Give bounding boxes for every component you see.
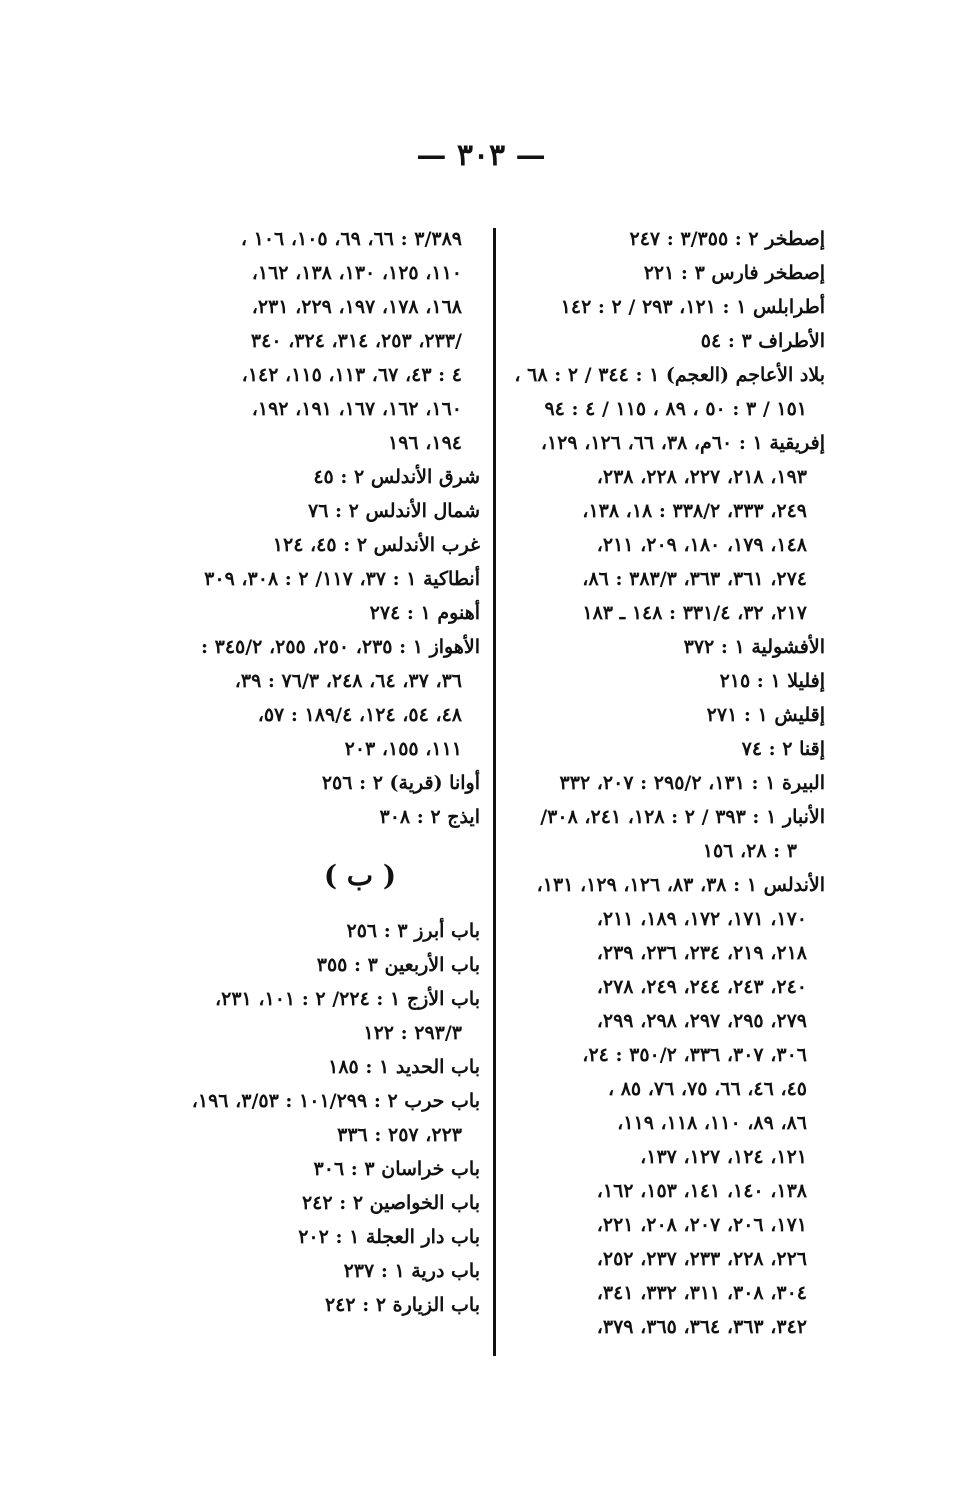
index-entry-continuation: ٢٤٩، ٣٣٣، ٣٣٨/٢ : ١٨، ١٣٨، xyxy=(582,500,807,522)
index-entry-continuation: ١٤٨، ١٧٩، ١٨٠، ٢٠٩، ٢١١، xyxy=(596,534,807,556)
index-entry-continuation: ٢٩٣/٣ : ١٢٢ xyxy=(363,1022,462,1044)
index-entry-continuation: ٢٢٣، ٢٥٧ : ٣٣٦ xyxy=(337,1124,462,1146)
index-entry: ايذج ٢ : ٣٠٨ xyxy=(379,806,480,828)
index-entry-continuation: ١١٠، ١٢٥، ١٣٠، ١٣٨، ١٦٢، xyxy=(251,262,462,284)
index-entry: الأهواز ١ : ٢٣٥، ٢٥٠، ٢٥٥، ٣٤٥/٢ : xyxy=(200,636,480,658)
index-entry-continuation: ٢١٨، ٢١٩، ٢٣٤، ٢٣٦، ٢٣٩، xyxy=(596,942,807,964)
index-entry-continuation: ٤ : ٤٣، ٦٧، ١١٣، ١١٥، ١٤٢، xyxy=(241,364,462,386)
index-entry: باب الحديد ١ : ١٨٥ xyxy=(328,1056,480,1078)
index-entry-continuation: ١٥١ / ٣ : ٥٠ ، ٨٩ ، ١١٥ / ٤ : ٩٤ xyxy=(544,398,807,420)
index-entry: شمال الأندلس ٢ : ٧٦ xyxy=(307,500,480,522)
index-entry-continuation: ٤٨، ٥٤، ١٢٤، ١٨٩/٤ : ٥٧، xyxy=(257,704,462,726)
index-entry-continuation: ١٩٤، ١٩٦ xyxy=(388,432,462,454)
index-entry: الأطراف ٣ : ٥٤ xyxy=(700,330,825,352)
index-entry: إصطخر ٢ : ٣/٣٥٥ : ٢٤٧ xyxy=(629,228,825,250)
index-entry-continuation: ٣٠٤، ٣٠٨، ٣١١، ٣٣٢، ٣٤١، xyxy=(596,1282,807,1304)
index-entry-continuation: ١٦٨، ١٧٨، ١٩٧، ٢٢٩، ٢٣١، xyxy=(251,296,462,318)
index-entry-continuation: ٣/٣٨٩ : ٦٦، ٦٩، ١٠٥، ١٠٦ ، xyxy=(240,228,462,250)
index-entry: غرب الأندلس ٢ : ٤٥، ١٢٤ xyxy=(272,534,480,556)
index-entry: باب الخواصين ٢ : ٢٤٢ xyxy=(301,1192,480,1214)
index-entry: إفريقية ١ : ٦٠م، ٣٨، ٦٦، ١٢٦، ١٢٩، xyxy=(540,432,825,454)
index-entry-continuation: ٨٦، ٨٩، ١١٠، ١١٨، ١١٩، xyxy=(617,1112,807,1134)
column-divider xyxy=(493,228,496,1356)
index-entry-continuation: ٣٠٦، ٣٠٧، ٣٣٦، ٣٥٠/٢ : ٢٤، xyxy=(582,1044,807,1066)
index-entry-continuation: ٣٦، ٣٧، ٦٤، ٢٤٨، ٧٦/٣ : ٣٩، xyxy=(234,670,462,692)
index-entry-continuation: ٣٤٢، ٣٦٣، ٣٦٤، ٣٦٥، ٣٧٩، xyxy=(596,1316,807,1338)
index-column-left xyxy=(150,222,480,1322)
index-entry: إفليلا ١ : ٢١٥ xyxy=(719,670,825,692)
index-entry: الأنبار ١ : ٣٩٣ / ٢ : ١٢٨، ٢٤١، ٣٠٨/ xyxy=(540,806,825,828)
index-entry: باب خراسان ٣ : ٣٠٦ xyxy=(313,1158,480,1180)
index-entry-continuation: ٣ : ٢٨، ١٥٦ xyxy=(702,840,797,862)
index-entry: أهنوم ١ : ٢٧٤ xyxy=(369,602,480,624)
index-entry-continuation: ١٢١، ١٢٤، ١٢٧، ١٣٧، xyxy=(640,1146,807,1168)
index-entry-continuation: ١٧١، ٢٠٦، ٢٠٧، ٢٠٨، ٢٢١، xyxy=(596,1214,807,1236)
index-entry: باب الأربعين ٣ : ٣٥٥ xyxy=(316,954,480,976)
index-entry: باب دار العجلة ١ : ٢٠٢ xyxy=(298,1226,480,1248)
index-entry: إصطخر فارس ٣ : ٢٢١ xyxy=(643,262,825,284)
index-entry: باب أبرز ٣ : ٢٥٦ xyxy=(346,920,480,942)
index-entry-continuation: ١٦٠، ١٦٢، ١٦٧، ١٩١، ١٩٢، xyxy=(251,398,462,420)
index-entry-continuation: /٢٣٣، ٢٥٣، ٣١٤، ٣٢٤، ٣٤٠ xyxy=(250,330,462,352)
index-entry-continuation: ٤٥، ٤٦، ٦٦، ٧٥، ٧٦، ٨٥ ، xyxy=(607,1078,807,1100)
index-entry: باب الزيارة ٢ : ٢٤٢ xyxy=(324,1294,480,1316)
index-entry: باب الأزج ١ : ٢٢٤/ ٢ : ١٠١، ٢٣١، xyxy=(214,988,480,1010)
index-column-right xyxy=(510,222,825,1344)
index-entry-continuation: ١٧٠، ١٧١، ١٧٢، ١٨٩، ٢١١، xyxy=(596,908,807,930)
index-entry: أطرابلس ١ : ١٢١، ٢٩٣ / ٢ : ١٤٢ xyxy=(560,296,825,318)
index-entry: إقنا ٢ : ٧٤ xyxy=(741,738,825,760)
index-entry-continuation: ١٣٨، ١٤٠، ١٤١، ١٥٣، ١٦٢، xyxy=(596,1180,807,1202)
index-entry-continuation: ١١١، ١٥٥، ٢٠٣ xyxy=(344,738,462,760)
page-number: — ٣٠٣ — xyxy=(416,138,546,173)
index-entry: الأفشولية ١ : ٣٧٢ xyxy=(683,636,825,658)
index-entry: بلاد الأعاجم (العجم) ١ : ٣٤٤ / ٢ : ٦٨ ، xyxy=(514,364,825,386)
index-entry: شرق الأندلس ٢ : ٤٥ xyxy=(313,466,480,488)
index-entry-continuation: ٢٢٦، ٢٢٨، ٢٣٣، ٢٣٧، ٢٥٢، xyxy=(596,1248,807,1270)
index-entry: باب حرب ٢ : ١٠١/٢٩٩ : ٣/٥٣، ١٩٦، xyxy=(191,1090,480,1112)
index-entry-continuation: ٢٤٠، ٢٤٣، ٢٤٤، ٢٤٩، ٢٧٨، xyxy=(596,976,807,998)
index-entry-continuation: ٢٧٤، ٣٦١، ٣٦٣، ٣٨٣/٣ : ٨٦، xyxy=(582,568,807,590)
index-entry: أوانا (قرية) ٢ : ٢٥٦ xyxy=(321,772,480,794)
index-entry-continuation: ٢٧٩، ٢٩٥، ٢٩٧، ٢٩٨، ٢٩٩، xyxy=(596,1010,807,1032)
index-entry: البيرة ١ : ١٣١، ٢٩٥/٢ : ٢٠٧، ٣٣٢ xyxy=(559,772,825,794)
index-entry: الأندلس ١ : ٣٨، ٨٣، ١٢٦، ١٢٩، ١٣١، xyxy=(536,874,825,896)
index-entry: إقليش ١ : ٢٧١ xyxy=(706,704,825,726)
index-entry: باب درية ١ : ٢٣٧ xyxy=(343,1260,480,1282)
index-entry-continuation: ٢١٧، ٣٢، ٣٣١/٤ : ١٤٨ ـ ١٨٣ xyxy=(582,602,807,624)
section-heading: ( ب ) xyxy=(323,859,397,892)
index-entry-continuation: ١٩٣، ٢١٨، ٢٢٧، ٢٢٨، ٢٣٨، xyxy=(596,466,807,488)
index-entry: أنطاكية ١ : ٣٧، ١١٧/ ٢ : ٣٠٨، ٣٠٩ xyxy=(204,568,480,590)
